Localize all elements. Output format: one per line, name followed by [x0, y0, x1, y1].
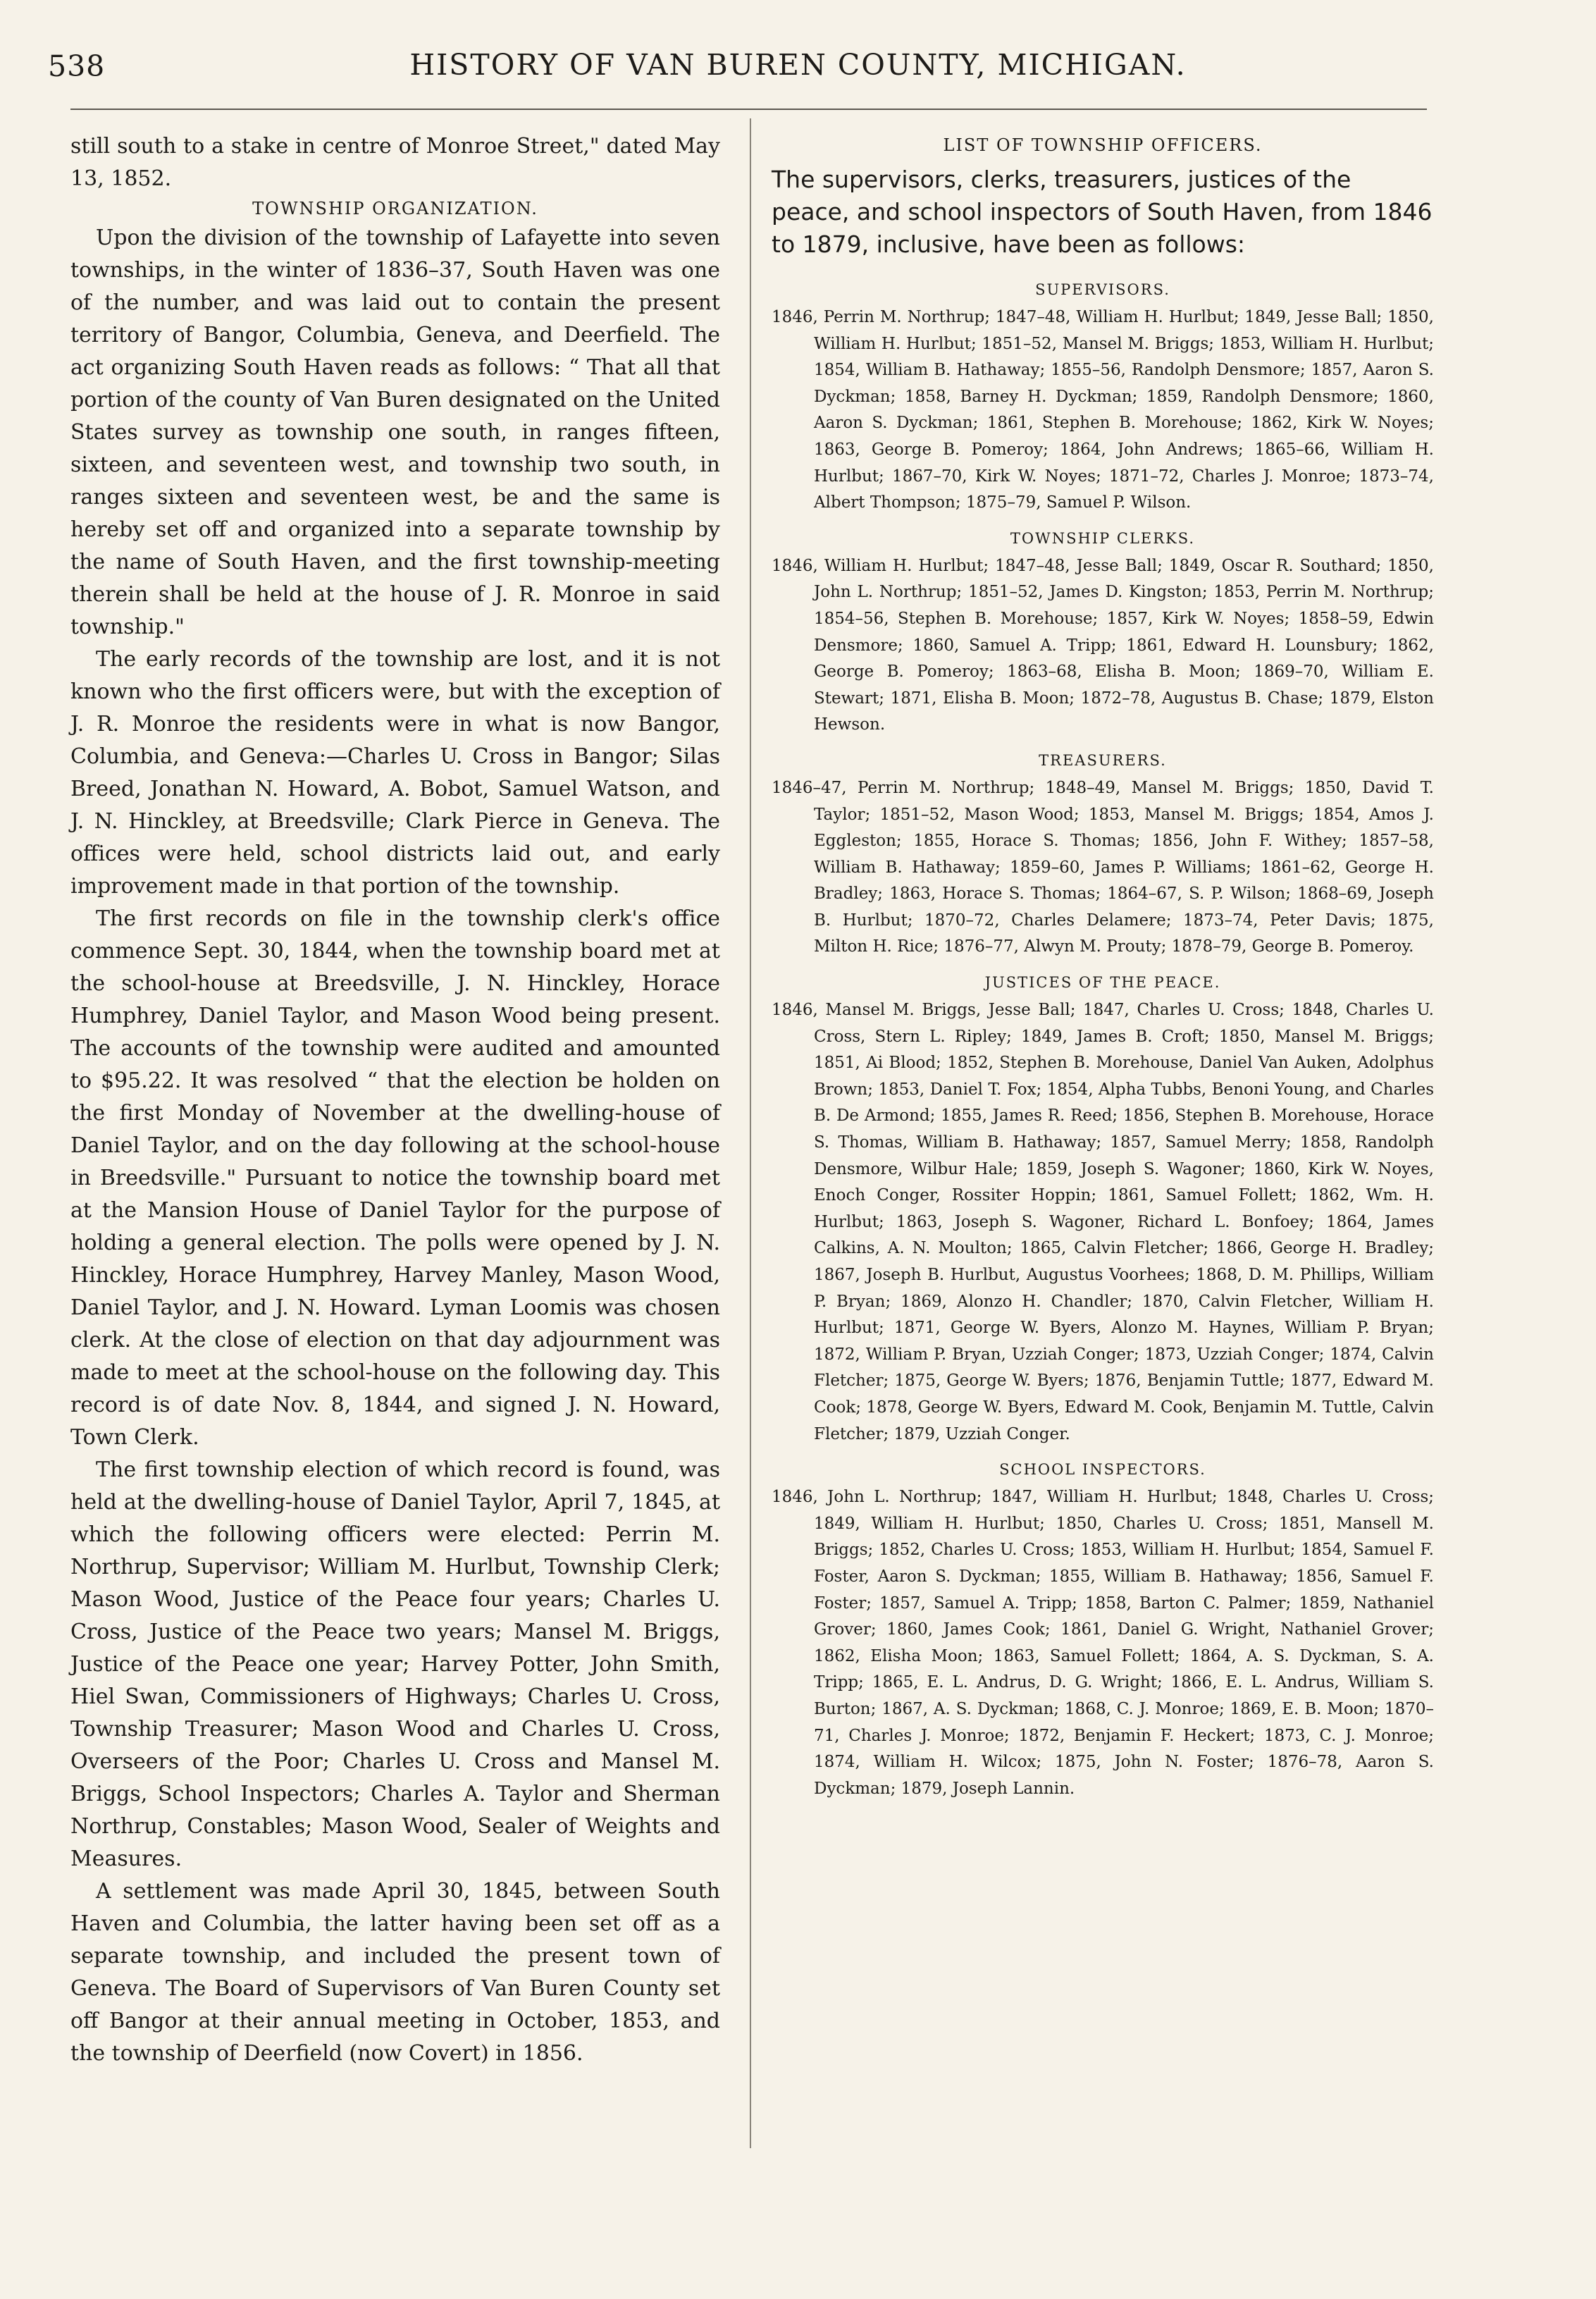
running-title: HISTORY OF VAN BUREN COUNTY, MICHIGAN.: [409, 48, 1187, 82]
header-rule: [70, 109, 1427, 110]
paragraph: Upon the division of the township of Lafayette into seven townships, in the winter of 1836–37, South Haven was one of the number, and was laid out to contain the present territory of Bangor, Columbia, Geneva, and Deerfield. The act organizing South Haven reads as follows: “ That all that portion of the county of Van Buren designated on the United States survey as township one south, in ranges fifteen, sixteen, and seventeen west, and township two south, in ranges sixteen and seventeen west, be and the same is hereby set off and organized into a separate township by the name of South Haven, and the first township-meeting therein shall be held at the house of J. R. Monroe in said township.": [70, 226, 720, 639]
paragraph: The early records of the township are lost, and it is not known who the first officers were, but with the exception of J. R. Monroe the residents were in what is now Bangor, Columbia, and Geneva:—Charles U. Cross in Bangor; Silas Breed, Jonathan N. Howard, A. Bobot, Samuel Watson, and J. N. Hinckley, at Breedsville; Clark Pierce in Geneva. The offices were held, school districts laid out, and early improvement made in that portion of the township.: [70, 647, 720, 899]
supervisors-heading: SUPERVISORS.: [1035, 281, 1170, 298]
paragraph: A settlement was made April 30, 1845, between South Haven and Columbia, the latter having been set off as a separate township, and included the present town of Geneva. The Board of Supervisors of Van Buren County set off Bangor at their annual meeting in October, 1853, and the township of Deerfield (now Covert) in 1856.: [70, 1879, 720, 2066]
treasurers-heading: TREASURERS.: [1039, 751, 1167, 769]
clerks-list: 1846, William H. Hurlbut; 1847–48, Jesse Ball; 1849, Oscar R. Southard; 1850, John L. Northrup; 1851–52, James D. Kingston; 1853, Perrin M. Northrup; 1854–56, Stephen B. Morehouse; 1857, Kirk W. Noyes; 1858–59, Edwin Densmore; 1860, Samuel A. Tripp; 1861, Edward H. Lounsbury; 1862, George B. Pomeroy; 1863–68, Elisha B. Moon; 1869–70, William E. Stewart; 1871, Elisha B. Moon; 1872–78, Augustus B. Chase; 1879, Elston Hewson.: [772, 556, 1434, 734]
paragraph-continued: still south to a stake in centre of Monroe Street," dated May 13, 1852.: [70, 134, 720, 191]
list-intro: The supervisors, clerks, treasurers, justices of the peace, and school inspectors of South Haven, from 1846 to 1879, inclusive, have been as follows:: [772, 166, 1433, 258]
paragraph: The first township election of which record is found, was held at the dwelling-house of Daniel Taylor, April 7, 1845, at which the following officers were elected: Perrin M. Northrup, Supervisor; William M. Hurlbut, Township Clerk; Mason Wood, Justice of the Peace four years; Charles U. Cross, Justice of the Peace two years; Mansel M. Briggs, Justice of the Peace one year; Harvey Potter, John Smith, Hiel Swan, Commissioners of Highways; Charles U. Cross, Township Treasurer; Mason Wood and Charles U. Cross, Overseers of the Poor; Charles U. Cross and Mansel M. Briggs, School Inspectors; Charles A. Taylor and Sherman Northrup, Constables; Mason Wood, Sealer of Weights and Measures.: [70, 1457, 720, 1871]
left-column: [70, 130, 720, 2070]
column-divider: [750, 118, 751, 2148]
supervisors-list: 1846, Perrin M. Northrup; 1847–48, William H. Hurlbut; 1849, Jesse Ball; 1850, William H. Hurlbut; 1851–52, Mansel M. Briggs; 1853, William H. Hurlbut; 1854, William B. Hathaway; 1855–56, Randolph Densmore; 1857, Aaron S. Dyckman; 1858, Barney H. Dyckman; 1859, Randolph Densmore; 1860, Aaron S. Dyckman; 1861, Stephen B. Morehouse; 1862, Kirk W. Noyes; 1863, George B. Pomeroy; 1864, John Andrews; 1865–66, William H. Hurlbut; 1867–70, Kirk W. Noyes; 1871–72, Charles J. Monroe; 1873–74, Albert Thompson; 1875–79, Samuel P. Wilson.: [772, 308, 1434, 512]
treasurers-list: 1846–47, Perrin M. Northrup; 1848–49, Mansel M. Briggs; 1850, David T. Taylor; 1851–52, Mason Wood; 1853, Mansel M. Briggs; 1854, Amos J. Eggleston; 1855, Horace S. Thomas; 1856, John F. Withey; 1857–58, William B. Hathaway; 1859–60, James P. Williams; 1861–62, George H. Bradley; 1863, Horace S. Thomas; 1864–67, S. P. Wilson; 1868–69, Joseph B. Hurlbut; 1870–72, Charles Delamere; 1873–74, Peter Davis; 1875, Milton H. Rice; 1876–77, Alwyn M. Prouty; 1878–79, George B. Pomeroy.: [772, 778, 1434, 956]
justices-heading: JUSTICES OF THE PEACE.: [984, 974, 1221, 992]
section-heading: TOWNSHIP ORGANIZATION.: [252, 199, 538, 218]
page-number: 538: [48, 49, 106, 83]
inspectors-list: 1846, John L. Northrup; 1847, William H. Hurlbut; 1848, Charles U. Cross; 1849, William H. Hurlbut; 1850, Charles U. Cross; 1851, Mansell M. Briggs; 1852, Charles U. Cross; 1853, William H. Hurlbut; 1854, Samuel F. Foster, Aaron S. Dyckman; 1855, William B. Hathaway; 1856, Samuel F. Foster; 1857, Samuel A. Tripp; 1858, Barton C. Palmer; 1859, Nathaniel Grover; 1860, James Cook; 1861, Daniel G. Wright, Nathaniel Grover; 1862, Elisha Moon; 1863, Samuel Follett; 1864, A. S. Dyckman, S. A. Tripp; 1865, E. L. Andrus, D. G. Wright; 1866, E. L. Andrus, William S. Burton; 1867, A. S. Dyckman; 1868, C. J. Monroe; 1869, E. B. Moon; 1870–71, Charles J. Monroe; 1872, Benjamin F. Heckert; 1873, C. J. Monroe; 1874, William H. Wilcox; 1875, John N. Foster; 1876–78, Aaron S. Dyckman; 1879, Joseph Lannin.: [772, 1488, 1434, 1798]
inspectors-heading: SCHOOL INSPECTORS.: [999, 1461, 1206, 1479]
justices-list: 1846, Mansel M. Briggs, Jesse Ball; 1847, Charles U. Cross; 1848, Charles U. Cross, Stern L. Ripley; 1849, James B. Croft; 1850, Mansel M. Briggs; 1851, Ai Blood; 1852, Stephen B. Morehouse, Daniel Van Auken, Adolphus Brown; 1853, Daniel T. Fox; 1854, Alpha Tubbs, Benoni Young, and Charles B. De Armond; 1855, James R. Reed; 1856, Stephen B. Morehouse, Horace S. Thomas, William B. Hathaway; 1857, Samuel Merry; 1858, Randolph Densmore, Wilbur Hale; 1859, Joseph S. Wagoner; 1860, Kirk W. Noyes, Enoch Conger, Rossiter Hoppin; 1861, Samuel Follett; 1862, Wm. H. Hurlbut; 1863, Joseph S. Wagoner, Richard L. Bonfoey; 1864, James Calkins, A. N. Moulton; 1865, Calvin Fletcher; 1866, George H. Bradley; 1867, Joseph B. Hurlbut, Augustus Voorhees; 1868, D. M. Phillips, William P. Bryan; 1869, Alonzo H. Chandler; 1870, Calvin Fletcher, William H. Hurlbut; 1871, George W. Byers, Alonzo M. Haynes, William P. Bryan; 1872, William P. Bryan, Uzziah Conger; 1873, Uzziah Conger; 1874, Calvin Fletcher; 1875, George W. Byers; 1876, Benjamin Tuttle; 1877, Edward M. Cook; 1878, George W. Byers, Edward M. Cook, Benjamin M. Tuttle, Calvin Fletcher; 1879, Uzziah Conger.: [772, 1001, 1434, 1443]
list-title: LIST OF TOWNSHIP OFFICERS.: [943, 135, 1263, 155]
paragraph: The first records on file in the township clerk's office commence Sept. 30, 1844, when the township board met at the school-house at Breedsville, J. N. Hinckley, Horace Humphrey, Daniel Taylor, and Mason Wood being present. The accounts of the township were audited and amounted to $95.22. It was resolved “ that the election be holden on the first Monday of November at the dwelling-house of Daniel Taylor, and on the day following at the school-house in Breedsville." Pursuant to notice the township board met at the Mansion House of Daniel Taylor for the purpose of holding a general election. The polls were opened by J. N. Hinckley, Horace Humphrey, Harvey Manley, Mason Wood, Daniel Taylor, and J. N. Howard. Lyman Loomis was chosen clerk. At the close of election on that day adjournment was made to meet at the school-house on the following day. This record is of date Nov. 8, 1844, and signed J. N. Howard, Town Clerk.: [70, 906, 720, 1450]
right-column: [772, 131, 1434, 1802]
clerks-heading: TOWNSHIP CLERKS.: [1010, 529, 1196, 547]
